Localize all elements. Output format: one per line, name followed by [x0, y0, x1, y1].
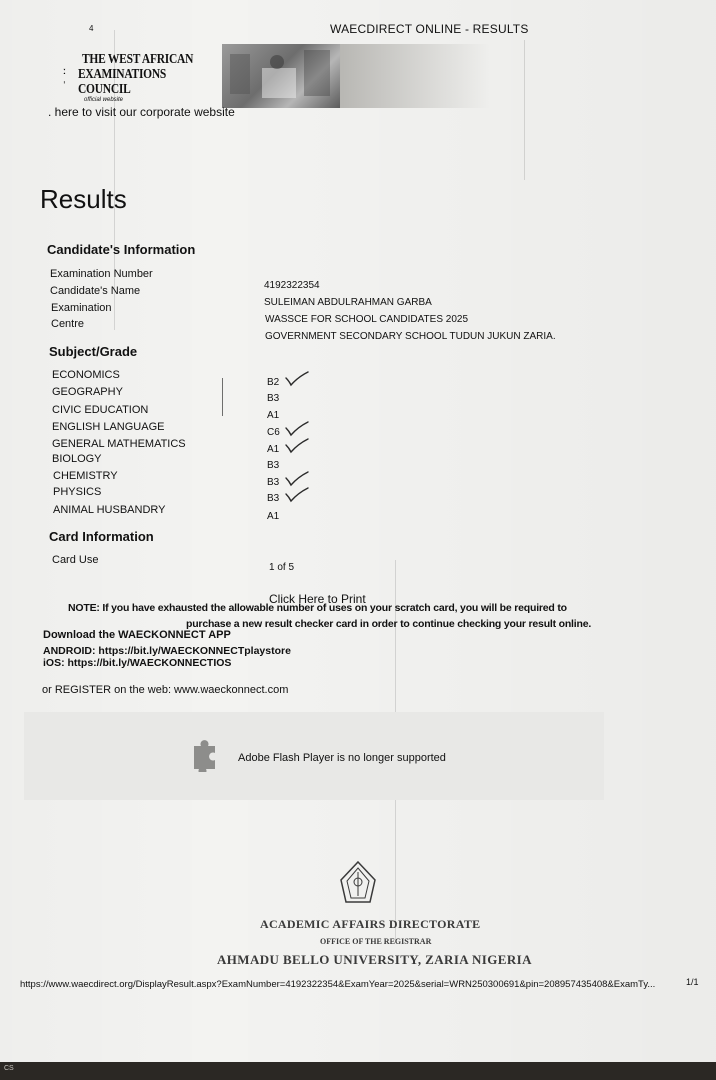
- android-app-link[interactable]: ANDROID: https://bit.ly/WAECKONNECTplaystore: [43, 645, 291, 657]
- fold-line: [524, 40, 525, 180]
- subject-name: ECONOMICS: [52, 369, 120, 381]
- footer-url[interactable]: https://www.waecdirect.org/DisplayResult.aspx?ExamNumber=4192322354&ExamYear=2025&serial=WRN250300691&pin=208957435408&ExamTy...: [20, 979, 656, 990]
- subject-grade: B3: [267, 477, 280, 488]
- subject-grade-heading: Subject/Grade: [49, 344, 138, 359]
- subject-name: BIOLOGY: [52, 453, 102, 465]
- stamp-university: AHMADU BELLO UNIVERSITY, ZARIA NIGERIA: [217, 952, 532, 967]
- subject-grade: A1: [267, 511, 280, 522]
- fold-line: [222, 378, 223, 416]
- candidate-name-label: Candidate's Name: [50, 285, 141, 297]
- handwritten-tick-icon: [284, 487, 310, 503]
- flash-unsupported-message: Adobe Flash Player is no longer supported: [238, 752, 446, 764]
- ios-app-link[interactable]: iOS: https://bit.ly/WAECKONNECTIOS: [43, 657, 232, 669]
- logo-emblem-icon: [62, 62, 72, 92]
- handwritten-tick-icon: [284, 471, 310, 487]
- subject-grade: B3: [267, 493, 280, 504]
- university-seal-icon: [337, 860, 379, 906]
- print-link[interactable]: Click Here to Print: [269, 592, 366, 606]
- logo-line-1: THE WEST AFRICAN: [82, 52, 194, 67]
- exam-number-label: Examination Number: [50, 268, 153, 280]
- card-info-heading: Card Information: [49, 529, 154, 544]
- card-use-value: 1 of 5: [269, 562, 295, 573]
- header-photo-banner: [222, 44, 340, 108]
- page-title: Results: [40, 184, 127, 214]
- tick-stroke: [286, 472, 308, 485]
- handwritten-tick-icon: [284, 421, 310, 437]
- note-line-1: NOTE: If you have exhausted the allowable number of uses on your scratch card, you will be required to: [68, 602, 567, 614]
- card-use-label: Card Use: [52, 554, 99, 566]
- subject-grade: A1: [267, 444, 280, 455]
- examination-value: WASSCE FOR SCHOOL CANDIDATES 2025: [265, 314, 469, 325]
- subject-grade: B2: [267, 377, 280, 388]
- scanner-tag: CS: [4, 1065, 14, 1072]
- stamp-registrar: OFFICE OF THE REGISTRAR: [320, 937, 432, 946]
- waec-logo[interactable]: [78, 52, 228, 103]
- subject-name: PHYSICS: [53, 486, 102, 498]
- logo-subline: official website: [84, 97, 124, 103]
- candidate-name-value: SULEIMAN ABDULRAHMAN GARBA: [264, 297, 432, 308]
- subject-grade: C6: [267, 427, 280, 438]
- corner-mark: 4: [89, 24, 94, 33]
- subject-grade: A1: [267, 410, 280, 421]
- centre-label: Centre: [51, 318, 85, 330]
- tick-stroke: [286, 488, 308, 501]
- corporate-website-link[interactable]: . here to visit our corporate website: [48, 105, 235, 119]
- logo-line-2: EXAMINATIONS COUNCIL: [78, 67, 167, 97]
- plugin-puzzle-icon: [190, 738, 222, 772]
- subject-name: CIVIC EDUCATION: [52, 404, 149, 416]
- subject-name: ENGLISH LANGUAGE: [52, 421, 165, 433]
- exam-number-value: 4192322354: [264, 280, 320, 291]
- subject-name: GENERAL MATHEMATICS: [52, 438, 186, 450]
- centre-value: GOVERNMENT SECONDARY SCHOOL TUDUN JUKUN ZARIA.: [265, 331, 556, 342]
- download-app-title: Download the WAECKONNECT APP: [43, 629, 231, 641]
- register-web-link[interactable]: or REGISTER on the web: www.waeckonnect.com: [42, 684, 289, 696]
- stamp-directorate: ACADEMIC AFFAIRS DIRECTORATE: [260, 917, 481, 931]
- footer-page-count: 1/1: [686, 977, 699, 987]
- note-line-2: purchase a new result checker card in order to continue checking your result online.: [186, 618, 592, 630]
- tick-stroke: [286, 439, 308, 452]
- scan-background-strip: [0, 1062, 716, 1080]
- subject-grade: B3: [267, 460, 280, 471]
- handwritten-tick-icon: [284, 438, 310, 454]
- page-header-title: WAECDIRECT ONLINE - RESULTS: [330, 22, 529, 36]
- tick-stroke: [286, 372, 308, 385]
- subject-name: GEOGRAPHY: [52, 386, 123, 398]
- subject-name: ANIMAL HUSBANDRY: [53, 504, 166, 516]
- examination-label: Examination: [51, 302, 112, 314]
- subject-grade: B3: [267, 393, 280, 404]
- handwritten-tick-icon: [284, 371, 310, 387]
- svg-text:ˈ: ˈ: [63, 81, 66, 91]
- svg-text:ː: ː: [63, 66, 67, 77]
- header-photo-fade: [340, 44, 490, 108]
- subject-name: CHEMISTRY: [53, 470, 118, 482]
- tick-stroke: [286, 422, 308, 435]
- candidate-info-heading: Candidate's Information: [47, 242, 196, 257]
